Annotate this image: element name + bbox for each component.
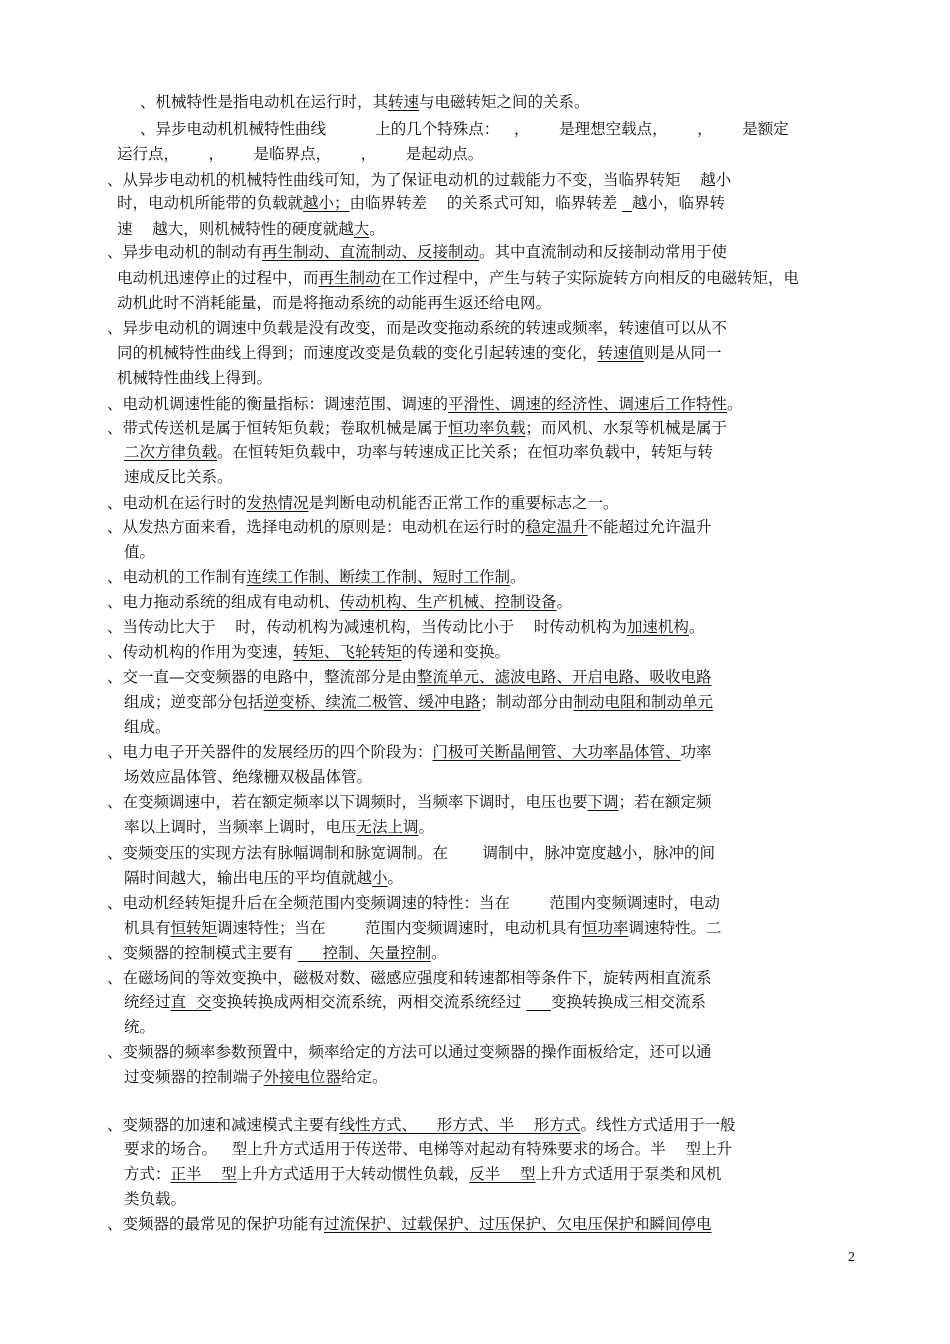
text-line [140,119,789,139]
text-line [117,219,385,239]
text-segment: 不能超过允许温升 [587,518,712,536]
text-segment: 。 [418,818,435,836]
text-line [124,717,171,737]
text-line [124,1189,186,1209]
underlined-answer: 再生制动 [318,269,381,287]
underlined-answer [526,993,551,1011]
text-segment: 。 [510,568,526,586]
text-line [124,442,713,462]
underlined-answer: 连续工作制、断续工作制、短时工作制 [246,568,511,586]
underlined-answer: 无法上调 [356,818,419,836]
underlined-answer: 直 交 [170,993,212,1011]
text-line [107,592,572,612]
text-line [107,567,526,587]
text-segment: 。 [727,395,743,413]
text-segment: 、电动机在运行时的 [107,494,247,512]
underlined-answer: 稳定温升 [525,518,588,536]
underlined-answer: 传动机构、生产机械、控制设备 [339,593,557,611]
text-segment: 、异步电动机机械特性曲线 上的几个特殊点： ， 是理想空载点， ， 是额定 [140,120,789,138]
text-segment: 组成；逆变部分包括 [124,693,264,711]
text-segment: 隔时间越大，输出电压的平均值就越 [124,869,373,887]
underlined-answer: 门极可关断晶闸管、大功率晶体管、 [432,743,681,761]
text-segment: 。 [369,220,385,238]
text-line [107,792,712,812]
text-line [107,642,510,662]
text-segment: 机具有 [124,919,171,937]
text-segment: 速成反比关系。 [124,468,233,486]
page-number: 2 [848,1250,855,1265]
text-line [124,692,713,712]
underlined-answer: 控制、矢量控制 [297,944,432,962]
text-segment: 。 [387,869,404,887]
text-segment: ；若在额定频 [618,793,712,811]
text-segment: 、从发热方面来看，选择电动机的原则是：电动机在运行时的 [107,518,526,536]
text-segment: 功率 [680,743,712,761]
text-segment: 、变频器的最常见的保护功能有 [107,1215,325,1233]
text-line [107,893,720,913]
underlined-answer: 加速机构 [626,618,689,636]
underlined-answer: 平滑性、调速的经济性、调速后工作特性 [448,395,728,413]
text-segment: 、电动机经转矩提升后在全频范围内变频调速的特性：当在 范围内变频调速时，电动 [107,894,720,912]
text-line [107,943,447,963]
underlined-answer: 恒功率负载 [448,419,526,437]
underlined-answer: 反半 型 [469,1165,536,1183]
text-line [107,1115,735,1135]
text-segment: 值。 [124,543,156,561]
text-segment: 的传递和变换。 [401,643,511,661]
text-line [124,467,233,487]
text-segment: 同的机械特性曲线上得到；而速度改变是负载的变化引起转速的变化， [117,344,598,362]
underlined-answer [622,194,632,212]
underlined-answer: 小 [372,869,388,887]
text-segment: 、带式传送机是属于恒转矩负载；卷取机械是属于 [107,419,449,437]
text-segment: 、电力拖动系统的组成有电动机、 [107,593,340,611]
text-segment: 与电磁转矩之间的关系。 [419,93,590,111]
text-line [107,418,727,438]
text-segment: 、变频器的控制模式主要有 [107,944,298,962]
underlined-answer: 线性方式、 形方式、半 形方式 [339,1116,581,1134]
text-segment: 、电动机调速性能的衡量指标：调速范围、调速的 [107,395,449,413]
text-segment: 、异步电动机的制动有 [107,243,263,261]
underlined-answer: 转速 [388,93,420,111]
text-line [124,1164,721,1184]
text-segment: 速 越大，则机械特性的硬度就越 [117,220,354,238]
text-segment: 。在恒转矩负载中，功率与转速成正比关系；在恒功率负载中，转矩与转 [217,443,714,461]
text-segment: 、电动机的工作制有 [107,568,247,586]
text-line [107,843,715,863]
text-line [124,868,403,888]
text-line [124,542,155,562]
underlined-answer: 二次方律负载 [124,443,218,461]
text-line [107,394,743,414]
text-segment: 场效应晶体管、绝缘栅双极晶体管。 [124,768,373,786]
text-segment: 、机械特性是指电动机在运行时，其 [140,93,389,111]
text-line [117,144,483,164]
underlined-answer: 过流保护、过载保护、过压保护、欠电压保护和瞬间停电 [324,1215,712,1233]
underlined-answer: 逆变桥、续流二极管、缓冲电路 [263,693,481,711]
text-segment: 动机此时不消耗能量，而是将拖动系统的动能再生返还给电网。 [117,294,552,312]
text-segment: 、当传动比大于 时，传动机构为减速机构，当传动比小于 时传动机构为 [107,618,627,636]
text-segment: 机械特性曲线上得到。 [117,369,273,387]
text-segment: 调速特性；当在 范围内变频调速时，电动机具有 [217,919,582,937]
text-segment: 上升方式适用于大转动惯性负载， [236,1165,470,1183]
text-segment: 过变频器的控制端子 [124,1068,264,1086]
text-segment: 统经过 [124,993,171,1011]
text-line [107,318,727,338]
text-line [107,1042,712,1062]
underlined-answer: 转速值 [597,344,645,362]
text-line [124,1139,732,1159]
text-segment: 变换转换成两相交流系统，两相交流系统经过 [211,993,527,1011]
text-line [107,968,712,988]
text-segment: 统。 [124,1018,156,1036]
underlined-answer: 制动电阻和制动单元 [573,693,714,711]
text-line [107,170,731,190]
text-segment: 运行点， ， 是临界点， ， 是起动点。 [117,145,484,163]
text-segment: 上升方式适用于泵类和风机 [535,1165,722,1183]
text-segment: 、交一直—交变频器的电路中，整流部分是由 [107,668,418,686]
text-segment: 率以上调时，当频率上调时，电压 [124,818,357,836]
text-segment: 由临界转差 的关系式可知，临界转差 [349,194,623,212]
underlined-answer: 恒转矩 [170,919,218,937]
underlined-answer: 恒功率 [581,919,629,937]
text-segment: 。 [556,593,573,611]
text-segment: 。线性方式适用于一般 [580,1116,736,1134]
text-line [124,918,721,938]
text-line [140,92,590,112]
text-segment: ；而风机、水泵等机械是属于 [525,419,728,437]
text-line [124,1067,388,1087]
underlined-answer: 发热情况 [246,494,309,512]
text-segment: 、变频变压的实现方法有脉幅调制和脉宽调制。在 调制中，脉冲宽度越小，脉冲的间 [107,844,715,862]
text-segment: 调速特性。二 [628,919,722,937]
text-segment: 、在变频调速中，若在额定频率以下调频时，当频率下调时，电压也要 [107,793,588,811]
text-line [107,517,712,537]
text-segment: 电动机迅速停止的过程中，而 [117,269,319,287]
text-line [107,493,619,513]
text-segment: 类负载。 [124,1190,187,1208]
underlined-answer: 大 [353,220,370,238]
text-segment: 、异步电动机的调速中负载是没有改变，而是改变拖动系统的转速或频率，转速值可以从不 [107,319,728,337]
text-segment: 、变频器的频率参数预置中，频率给定的方法可以通过变频器的操作面板给定，还可以通 [107,1043,712,1061]
text-segment: 时，电动机所能带的负载就 [117,194,304,212]
text-line [117,343,722,363]
text-segment: 、电力电子开关器件的发展经历的四个阶段为： [107,743,433,761]
text-line [107,617,704,637]
text-segment: 变换转换成三相交流系 [550,993,706,1011]
text-segment: 组成。 [124,718,171,736]
text-line [117,368,272,388]
underlined-answer: 下调 [587,793,619,811]
underlined-answer: 转矩、飞轮转矩 [293,643,402,661]
text-line [107,242,727,262]
text-segment: 、变频器的加速和减速模式主要有 [107,1116,340,1134]
text-line [124,1017,155,1037]
text-segment: 、从异步电动机的机械特性曲线可知，为了保证电动机的过载能力不变，当临界转矩 越小 [107,171,732,189]
underlined-answer: 正半 型 [170,1165,237,1183]
text-segment: 、传动机构的作用为变速， [107,643,294,661]
text-segment: 。其中直流制动和反接制动常用于使 [479,243,728,261]
text-segment: 给定。 [341,1068,388,1086]
text-line [124,767,372,787]
text-line [107,1214,712,1234]
text-segment: 越小，临界转 [632,194,726,212]
text-line [124,817,434,837]
text-line [124,992,706,1012]
text-segment: 在工作过程中，产生与转子实际旋转方向相反的电磁转矩，电 [380,269,800,287]
text-segment: 。 [688,618,705,636]
underlined-answer: 整流单元、滤波电路、开启电路、吸收电路 [417,668,712,686]
text-segment: 要求的场合。 型上升方式适用于传送带、电梯等对起动有特殊要求的场合。半 型上升 [124,1140,732,1158]
text-segment: 是判断电动机能否正常工作的重要标志之一。 [308,494,619,512]
text-line [117,268,799,288]
text-segment: 、在磁场间的等效变换中，磁极对数、磁感应强度和转速都相等条件下，旋转两相直流系 [107,969,712,987]
underlined-answer: 外接电位器 [263,1068,342,1086]
text-line [117,193,725,213]
text-line [107,667,712,687]
text-segment: ；制动部分由 [480,693,574,711]
text-segment: 方式： [124,1165,171,1183]
text-line [107,742,712,762]
underlined-answer: 再生制动、直流制动、反接制动 [262,243,480,261]
text-line [117,293,551,313]
underlined-answer: 越小； [303,194,350,212]
text-segment: 则是从同一 [644,344,722,362]
text-segment: 。 [431,944,447,962]
